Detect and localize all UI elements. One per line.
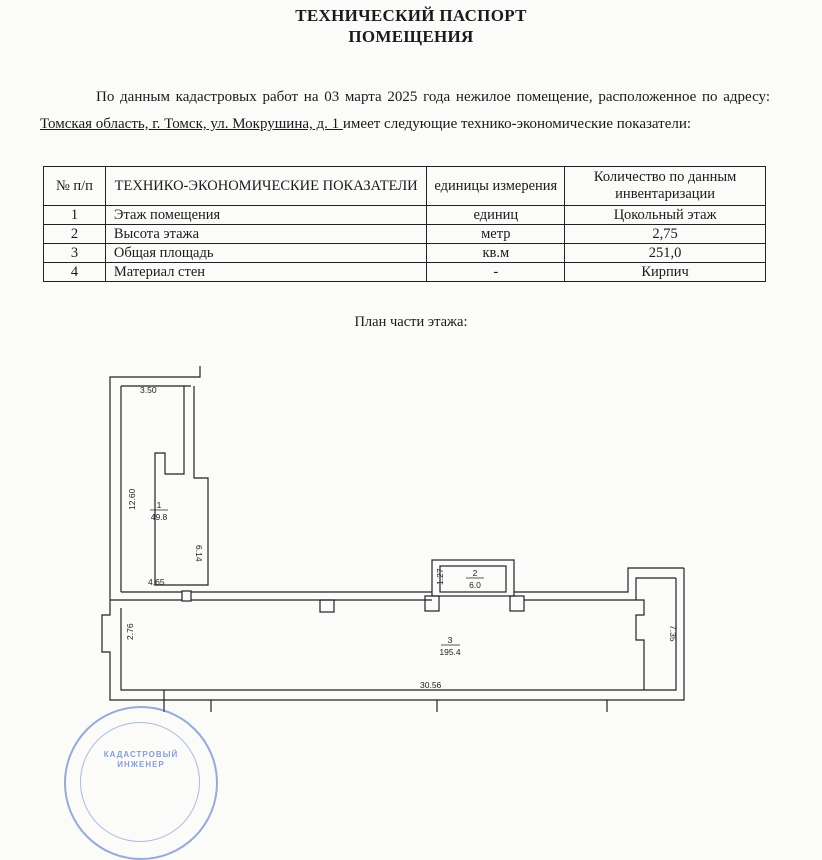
- room3-right-notch: [636, 600, 644, 690]
- table-cell: Общая площадь: [105, 244, 427, 263]
- table-cell: 2,75: [565, 225, 766, 244]
- dim-right-height: 7.35: [668, 625, 678, 642]
- intro-text-after: имеет следующие технико-экономические показатели:: [342, 116, 692, 132]
- stamp-inner-ring: [80, 722, 200, 842]
- room3-left-inner: [121, 608, 160, 690]
- column: [510, 596, 524, 611]
- dim-room2-height: 1.27: [435, 568, 445, 585]
- table-cell: Этаж помещения: [105, 206, 427, 225]
- room3-right-top-inner: [524, 578, 676, 600]
- room3-area: 195.4: [439, 647, 461, 657]
- room1-number: 1: [156, 500, 162, 510]
- table-cell: кв.м: [427, 244, 565, 263]
- stamp-line1: КАДАСТРОВЫЙ: [103, 750, 179, 759]
- intro-address: Томская область, г. Томск, ул. Мокрушина, д. 1: [40, 116, 343, 132]
- table-header-cell: Количество по данным инвентаризации: [565, 167, 766, 206]
- table-header-cell: единицы измерения: [427, 167, 565, 206]
- document-subtitle: ПОМЕЩЕНИЯ: [348, 27, 474, 46]
- table-cell: 2: [44, 225, 106, 244]
- table-cell: Высота этажа: [105, 225, 427, 244]
- stamp-text: [86, 750, 196, 770]
- table-cell: Материал стен: [105, 263, 427, 282]
- room3-right-top: [514, 568, 684, 592]
- dim-left-room3: 2.76: [125, 623, 135, 640]
- door-mark: [182, 591, 191, 601]
- room-labels: [150, 500, 484, 657]
- cadastral-stamp: [64, 706, 218, 860]
- table-cell: метр: [427, 225, 565, 244]
- dim-inner-height: 6.14: [194, 545, 204, 562]
- room3-number: 3: [447, 635, 453, 645]
- intro-text-before: По данным кадастровых работ на 03 марта 2025 года нежилое помещение, расположенное по адресу:: [96, 89, 770, 105]
- table-cell: 3: [44, 244, 106, 263]
- table-cell: -: [427, 263, 565, 282]
- column: [320, 600, 334, 612]
- room3-left-wall: [102, 600, 211, 700]
- table-cell: 251,0: [565, 244, 766, 263]
- column: [425, 596, 439, 611]
- table-cell: 4: [44, 263, 106, 282]
- room1-area: 49.8: [150, 512, 168, 522]
- table-cell: 1: [44, 206, 106, 225]
- document-title: ТЕХНИЧЕСКИЙ ПАСПОРТ: [295, 6, 527, 25]
- table-cell: Цокольный этаж: [565, 206, 766, 225]
- plan-caption: План части этажа:: [354, 314, 468, 330]
- room2-area: 6.0: [469, 580, 481, 590]
- dim-left-height: 12.60: [127, 488, 137, 510]
- table-cell: Кирпич: [565, 263, 766, 282]
- room2-number: 2: [472, 568, 478, 578]
- stamp-line2: ИНЖЕНЕР: [117, 760, 165, 769]
- table-cell: единиц: [427, 206, 565, 225]
- dim-bottom-room1: 4.65: [148, 577, 165, 587]
- table-header-cell: № п/п: [44, 167, 106, 206]
- dim-top-width: 3.50: [140, 385, 157, 395]
- table-header-cell: ТЕХНИКО-ЭКОНОМИЧЕСКИЕ ПОКАЗАТЕЛИ: [105, 167, 427, 206]
- dim-bottom-total: 30.56: [420, 680, 442, 690]
